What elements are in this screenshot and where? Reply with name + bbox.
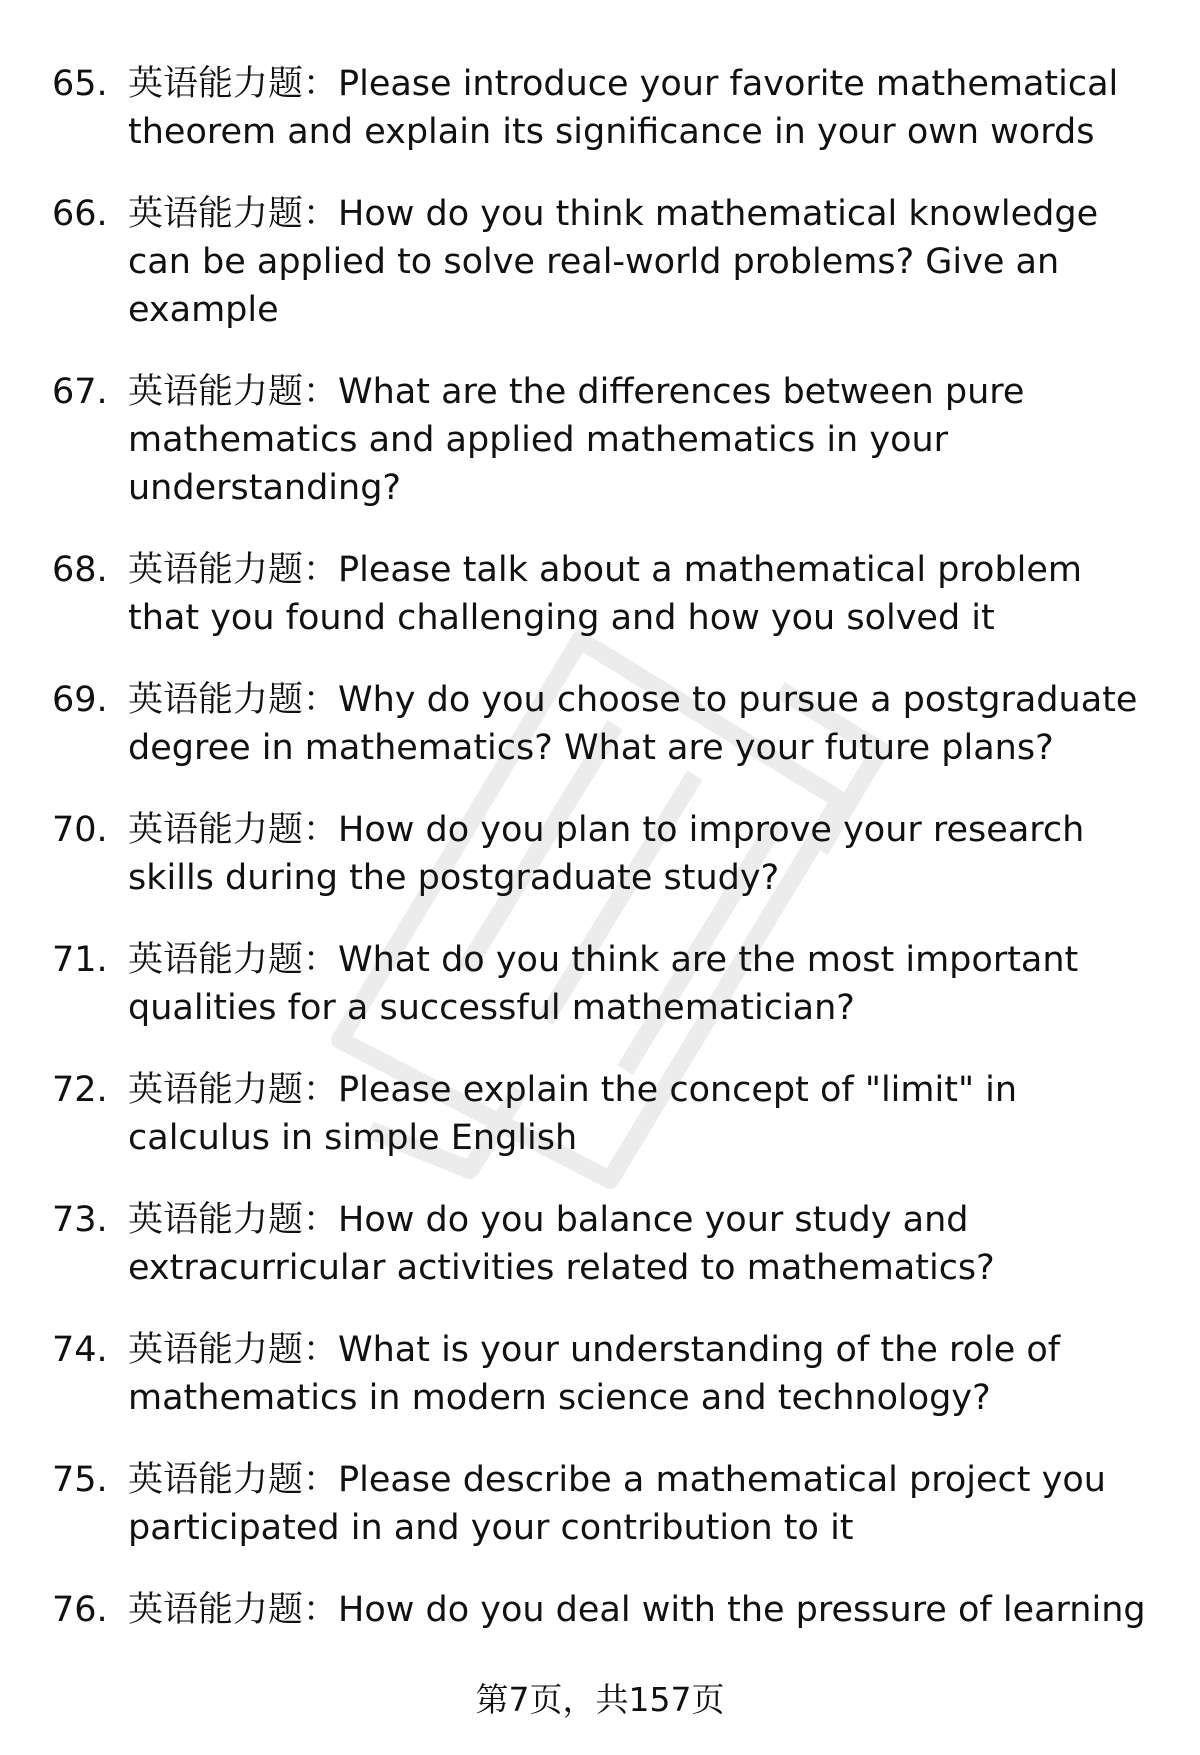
question-number: 74. xyxy=(52,1330,108,1370)
question-item xyxy=(52,1586,1162,1634)
question-text: 英语能力题：What are the differences between pure mathematics and applied mathematics in your understanding? xyxy=(128,372,1025,508)
question-number: 70. xyxy=(52,810,108,850)
question-item xyxy=(52,1066,1162,1162)
question-item xyxy=(52,190,1162,334)
question-text: 英语能力题：How do you deal with the pressure of learning xyxy=(128,1590,1146,1630)
question-item xyxy=(52,546,1162,642)
question-number: 71. xyxy=(52,940,108,980)
question-number: 75. xyxy=(52,1460,108,1500)
question-text: 英语能力题：Please introduce your favorite mathematical theorem and explain its significance in your own words xyxy=(128,64,1119,152)
question-item xyxy=(52,1326,1162,1422)
question-list xyxy=(52,60,1162,1668)
question-item xyxy=(52,368,1162,512)
question-number: 73. xyxy=(52,1200,108,1240)
question-text: 英语能力题：How do you plan to improve your research skills during the postgraduate study? xyxy=(128,810,1085,898)
question-text: 英语能力题：How do you think mathematical knowledge can be applied to solve real-world problems? Give an example xyxy=(128,194,1099,330)
question-text: 英语能力题：Please describe a mathematical project you participated in and your contribution to it xyxy=(128,1460,1106,1548)
page-footer: 第7页，共157页 xyxy=(475,1680,725,1719)
question-number: 67. xyxy=(52,372,108,412)
question-item xyxy=(52,676,1162,772)
question-text: 英语能力题：Please explain the concept of "limit" in calculus in simple English xyxy=(128,1070,1018,1158)
question-text: 英语能力题：Please talk about a mathematical problem that you found challenging and how you solved it xyxy=(128,550,1083,638)
question-number: 72. xyxy=(52,1070,108,1110)
question-text: 英语能力题：What is your understanding of the role of mathematics in modern science and technology? xyxy=(128,1330,1061,1418)
question-number: 68. xyxy=(52,550,108,590)
question-number: 65. xyxy=(52,64,108,104)
question-number: 66. xyxy=(52,194,108,234)
question-item xyxy=(52,936,1162,1032)
question-number: 69. xyxy=(52,680,108,720)
question-text: 英语能力题：Why do you choose to pursue a postgraduate degree in mathematics? What are your future plans? xyxy=(128,680,1138,768)
question-text: 英语能力题：What do you think are the most important qualities for a successful mathematician? xyxy=(128,940,1079,1028)
question-item xyxy=(52,60,1162,156)
question-number: 76. xyxy=(52,1590,108,1630)
question-item xyxy=(52,1196,1162,1292)
question-item xyxy=(52,806,1162,902)
question-item xyxy=(52,1456,1162,1552)
question-text: 英语能力题：How do you balance your study and extracurricular activities related to mathematics? xyxy=(128,1200,995,1288)
